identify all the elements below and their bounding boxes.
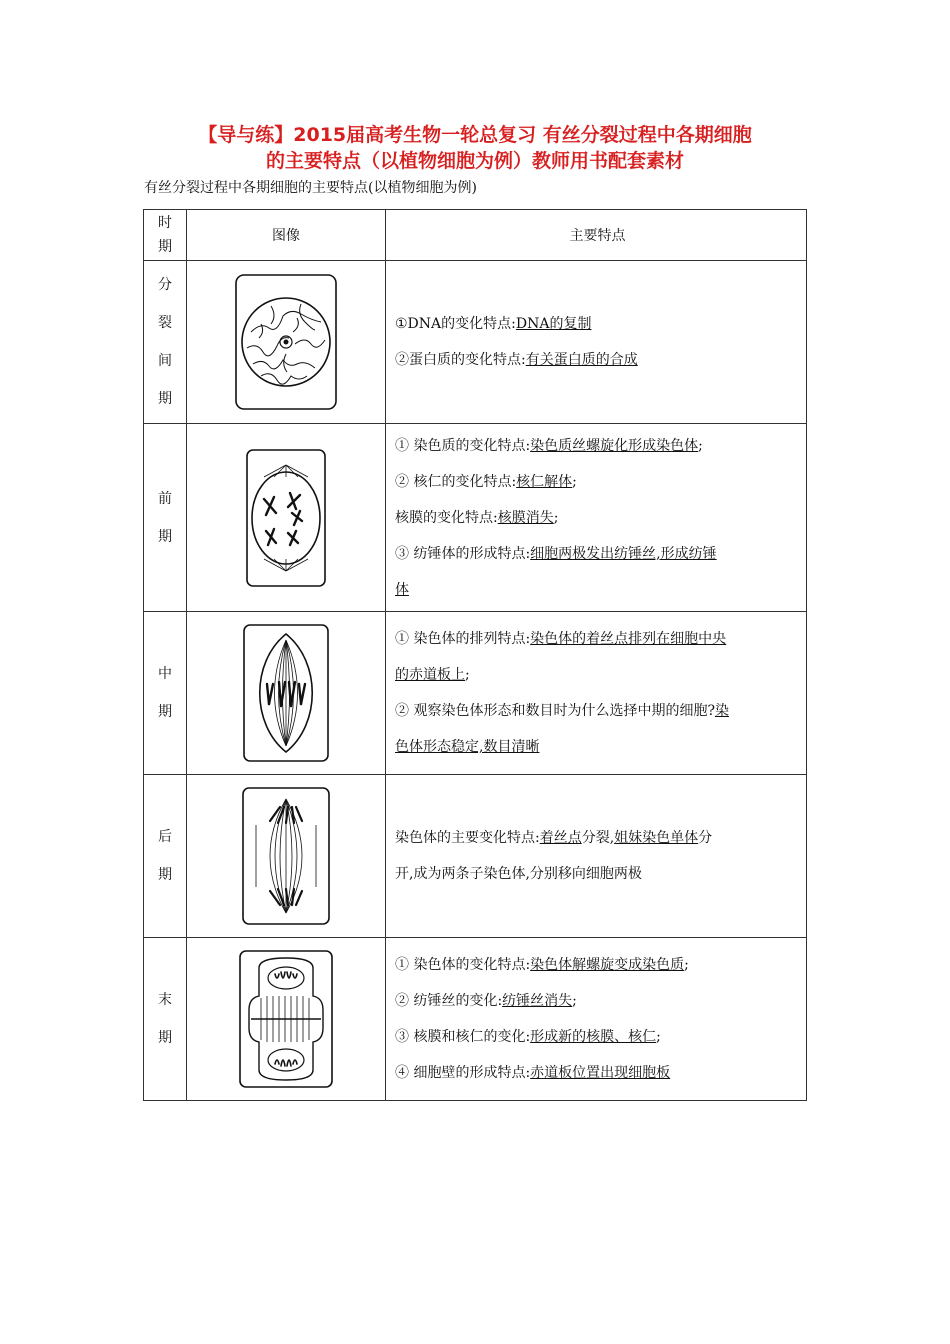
row-interphase: 分 裂 间 期 ①DNA的变化特点:DNA的复制 ②蛋白质的变化特点:有关蛋白质的合成 xyxy=(144,261,807,424)
table-caption: 有丝分裂过程中各期细胞的主要特点(以植物细胞为例) xyxy=(144,180,477,196)
row-telophase: 末 期 ① 染色体的变化特点:染色体解螺旋变成染色质; ② 纺锤丝的变化:纺锤丝消失; ③ 核膜和核仁的变化:形成新的核膜、核仁; ④ 细胞壁的形成特点:赤道板位置出现细胞板 xyxy=(144,938,807,1101)
mitosis-table xyxy=(143,209,807,1101)
document-title xyxy=(110,122,840,174)
metaphase-cell-diagram xyxy=(241,622,331,764)
header-features: 主要特点 xyxy=(386,210,807,261)
anaphase-cell-diagram xyxy=(240,785,332,927)
row-prophase: 前 期 ① 染色质的变化特点:染色质丝螺旋化形成染色体; ② 核仁的变化特点:核仁解体; 核膜的变化特点:核膜消失; ③ 纺锤体的形成特点:细胞两极发出纺锤丝,形成纺锤 体 xyxy=(144,424,807,612)
header-image: 图像 xyxy=(187,210,386,261)
title-line-2: 的主要特点（以植物细胞为例）教师用书配套素材 xyxy=(265,150,684,172)
row-metaphase: 中 期 ① 染色体的排列特点:染色体的着丝点排列在细胞中央 的赤道板上; ② 观察染色体形态和数目时为什么选择中期的细胞?染 色体形态稳定,数目清晰 xyxy=(144,612,807,775)
header-phase: 时 期 xyxy=(144,210,187,261)
interphase-cell-diagram xyxy=(231,272,341,412)
title-line-1: 【导与练】2015届高考生物一轮总复习 有丝分裂过程中各期细胞 xyxy=(198,124,752,146)
prophase-cell-diagram xyxy=(244,447,328,589)
header-row xyxy=(144,210,807,261)
telophase-cell-diagram xyxy=(237,948,335,1090)
row-anaphase: 后 期 染色体的主要变化特点:着丝点分裂,姐妹染色单体分 开,成为两条子染色体,分别移向细胞两极 xyxy=(144,775,807,938)
